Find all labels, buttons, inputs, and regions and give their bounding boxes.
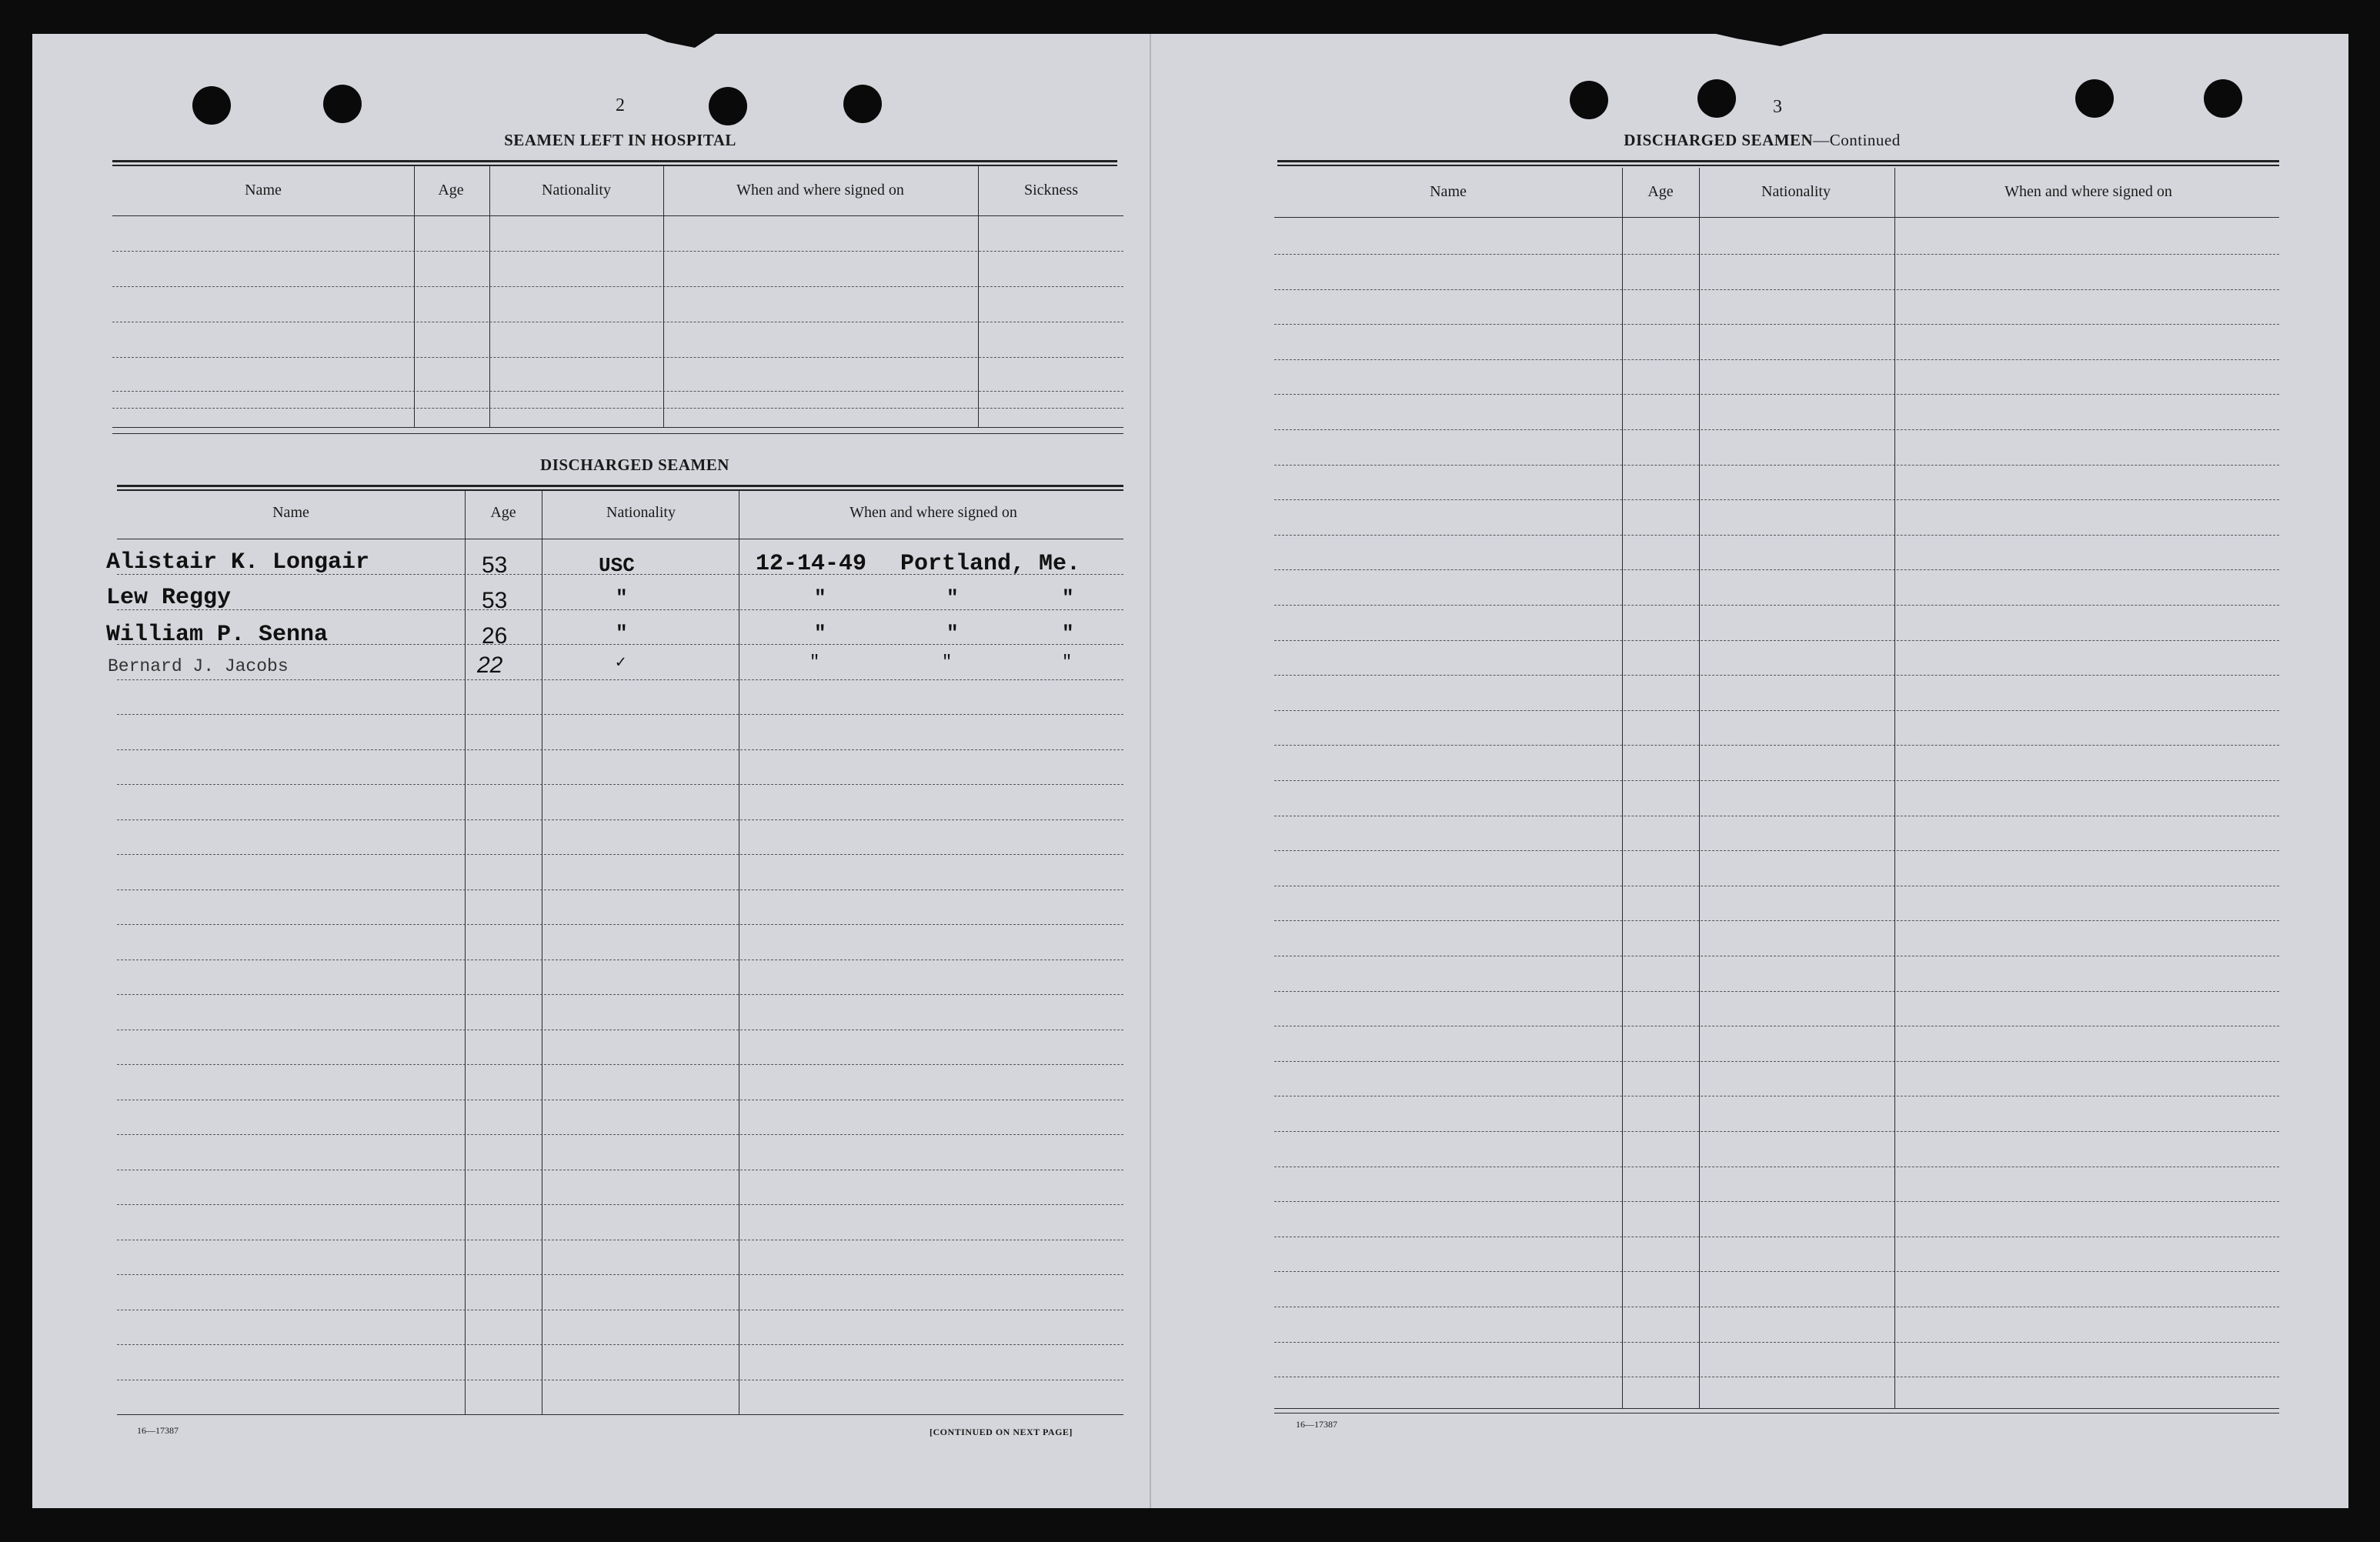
seaman-age: 53 [482, 588, 508, 613]
ruled-line [1274, 605, 2279, 606]
ditto-mark: " [946, 586, 959, 609]
ruled-line [1274, 1271, 2279, 1272]
ruled-line [117, 679, 1123, 680]
ditto-mark: " [946, 622, 959, 645]
seaman-age: 26 [482, 623, 508, 649]
ditto-mark: " [1062, 586, 1074, 609]
seaman-age: 53 [482, 552, 508, 578]
discharged-header-age: Age [490, 504, 516, 521]
discharged-header-name: Name [272, 504, 309, 521]
right-header-signed-on: When and where signed on [2004, 183, 2172, 200]
ruled-line [1274, 429, 2279, 430]
form-number-right: 16—17387 [1296, 1419, 1337, 1430]
ruled-line [1274, 465, 2279, 466]
document-sheet [32, 34, 2348, 1508]
ruled-line [1274, 535, 2279, 536]
ditto-mark: " [616, 586, 628, 609]
ruled-line [117, 889, 1123, 890]
punch-hole [2204, 79, 2242, 118]
hospital-header-nationality: Nationality [542, 182, 611, 199]
ruled-line [117, 1134, 1123, 1135]
ditto-mark: " [809, 653, 820, 672]
seaman-nationality: USC [599, 554, 635, 577]
ruled-line [1274, 394, 2279, 395]
hospital-header-age: Age [438, 182, 464, 199]
right-title-text: DISCHARGED SEAMEN [1624, 131, 1814, 149]
seaman-name: William P. Senna [106, 622, 329, 648]
checkmark: ✓ [616, 653, 626, 673]
hospital-header-sickness: Sickness [1024, 182, 1078, 199]
discharged-header-nationality: Nationality [606, 504, 676, 521]
ditto-mark: " [814, 622, 826, 645]
ruled-line [117, 924, 1123, 925]
page-number-left: 2 [616, 95, 625, 115]
ruled-line [117, 784, 1123, 785]
ruled-line [1274, 289, 2279, 290]
right-header-age: Age [1647, 183, 1674, 200]
punch-hole [2075, 79, 2114, 118]
hospital-section-title: SEAMEN LEFT IN HOSPITAL [504, 131, 736, 149]
ditto-mark: " [616, 622, 628, 645]
punch-hole [1570, 81, 1608, 119]
ruled-line [1274, 920, 2279, 921]
ruled-line [1274, 675, 2279, 676]
ruled-line [1274, 640, 2279, 641]
hospital-header-signed-on: When and where signed on [736, 182, 904, 199]
ruled-line [117, 854, 1123, 855]
signed-on-place: Portland, Me. [900, 551, 1081, 577]
punch-hole [843, 85, 882, 123]
ruled-line [1274, 359, 2279, 360]
ruled-line [1274, 780, 2279, 781]
right-header-name: Name [1430, 183, 1467, 200]
right-section-title [1624, 131, 1900, 150]
ruled-line [1274, 1131, 2279, 1132]
ruled-line [1274, 710, 2279, 711]
hospital-header-name: Name [245, 182, 282, 199]
ditto-mark: " [814, 586, 826, 609]
ruled-line [117, 1064, 1123, 1065]
ruled-line [1274, 569, 2279, 570]
ruled-line [1274, 1061, 2279, 1062]
ditto-mark: " [1062, 622, 1074, 645]
punch-hole [709, 87, 747, 125]
ruled-line [1274, 745, 2279, 746]
ruled-line [117, 819, 1123, 820]
punch-hole [323, 85, 362, 123]
punch-hole [1697, 79, 1736, 118]
right-header-nationality: Nationality [1761, 183, 1831, 200]
discharged-section-title: DISCHARGED SEAMEN [540, 456, 729, 474]
ruled-line [1274, 254, 2279, 255]
ruled-line [117, 1344, 1123, 1345]
ruled-line [1274, 850, 2279, 851]
seaman-name: Bernard J. Jacobs [108, 656, 289, 676]
page-fold [1150, 34, 1151, 1508]
form-number-left: 16—17387 [137, 1425, 179, 1436]
seaman-name: Lew Reggy [106, 585, 232, 611]
seaman-age: 22 [477, 653, 503, 678]
ditto-mark: " [1062, 653, 1073, 672]
discharged-header-signed-on: When and where signed on [850, 504, 1017, 521]
punch-hole [192, 86, 231, 125]
ruled-line [117, 1274, 1123, 1275]
ruled-line [117, 749, 1123, 750]
ruled-line [1274, 1342, 2279, 1343]
continued-note: [CONTINUED ON NEXT PAGE] [930, 1427, 1073, 1437]
ruled-line [117, 714, 1123, 715]
page-number-right: 3 [1773, 97, 1782, 117]
ruled-line [117, 1204, 1123, 1205]
ruled-line [1274, 1201, 2279, 1202]
right-title-suffix: —Continued [1813, 131, 1901, 149]
ruled-line [1274, 991, 2279, 992]
ruled-line [1274, 324, 2279, 325]
seaman-name: Alistair K. Longair [106, 549, 370, 576]
ditto-mark: " [942, 653, 953, 672]
signed-on-date: 12-14-49 [756, 551, 867, 577]
ruled-line [1274, 499, 2279, 500]
ruled-line [117, 994, 1123, 995]
